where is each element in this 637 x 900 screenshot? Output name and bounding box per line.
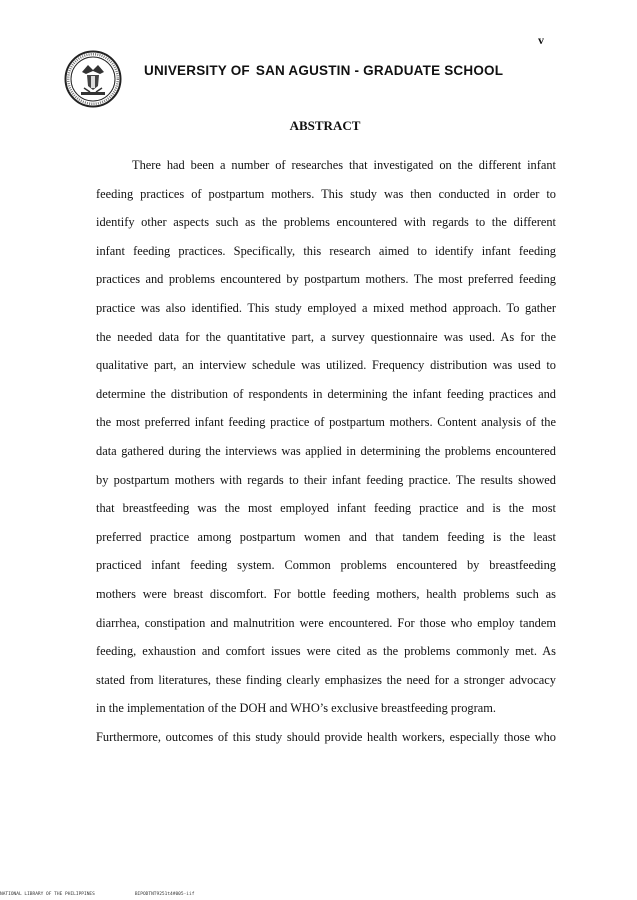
abstract-line: practice was also identified. This study employed a mixed method approach. To gather [96, 300, 556, 315]
abstract-line: feeding, exhaustion and comfort issues were cited as the problems commonly met. As [96, 644, 556, 659]
abstract-body [96, 151, 556, 751]
abstract-line: the needed data for the quantitative part, a survey questionnaire was used. As for the [96, 329, 556, 344]
footer-code: BIPODTNT9251t4#005-iif [134, 892, 195, 897]
institution-header [144, 63, 503, 78]
header-school: SAN AGUSTIN - GRADUATE SCHOOL [255, 63, 504, 78]
header-university: UNIVERSITY OF [144, 63, 250, 78]
abstract-line: qualitative part, an interview schedule was utilized. Frequency distribution was used to [96, 358, 556, 373]
abstract-line: infant feeding practices. Specifically, this research aimed to identify infant feeding [96, 243, 556, 258]
abstract-line: diarrhea, constipation and malnutrition were encountered. For those who employ tandem [96, 615, 556, 630]
abstract-line: practiced infant feeding system. Common problems encountered by breastfeeding [96, 558, 556, 573]
abstract-line: mothers were breast discomfort. For bottle feeding mothers, health problems such as [96, 586, 556, 601]
abstract-line: the most preferred infant feeding practice of postpartum mothers. Content analysis of the [96, 415, 556, 430]
abstract-line: identify other aspects such as the problems encountered with regards to the different [96, 215, 556, 230]
abstract-line: preferred practice among postpartum women and that tandem feeding is the least [96, 529, 556, 544]
abstract-line: in the implementation of the DOH and WHO’s exclusive breastfeeding program. [96, 701, 496, 716]
abstract-line: practices and problems encountered by postpartum mothers. The most preferred feeding [96, 272, 556, 287]
footer-library: NATIONAL LIBRARY OF THE PHILIPPINES [0, 892, 95, 897]
abstract-line: by postpartum mothers with regards to their infant feeding practice. The results showed [96, 472, 556, 487]
abstract-title: ABSTRACT [289, 118, 361, 133]
abstract-line: determine the distribution of respondents in determining the infant feeding practices and [96, 386, 556, 401]
page-number: v [538, 33, 544, 47]
university-seal-icon [64, 50, 122, 108]
scan-footer [0, 892, 234, 897]
abstract-line: Furthermore, outcomes of this study should provide health workers, especially those who [96, 729, 556, 744]
abstract-line: feeding practices of postpartum mothers. This study was then conducted in order to [96, 186, 556, 201]
abstract-line: data gathered during the interviews was applied in determining the problems encountered [96, 443, 556, 458]
abstract-line: There had been a number of researches that investigated on the different infant [132, 158, 556, 172]
abstract-line: that breastfeeding was the most employed infant feeding practice and is the most [96, 501, 556, 516]
abstract-line: stated from literatures, these finding clearly emphasizes the need for a stronger advocacy [96, 672, 556, 687]
